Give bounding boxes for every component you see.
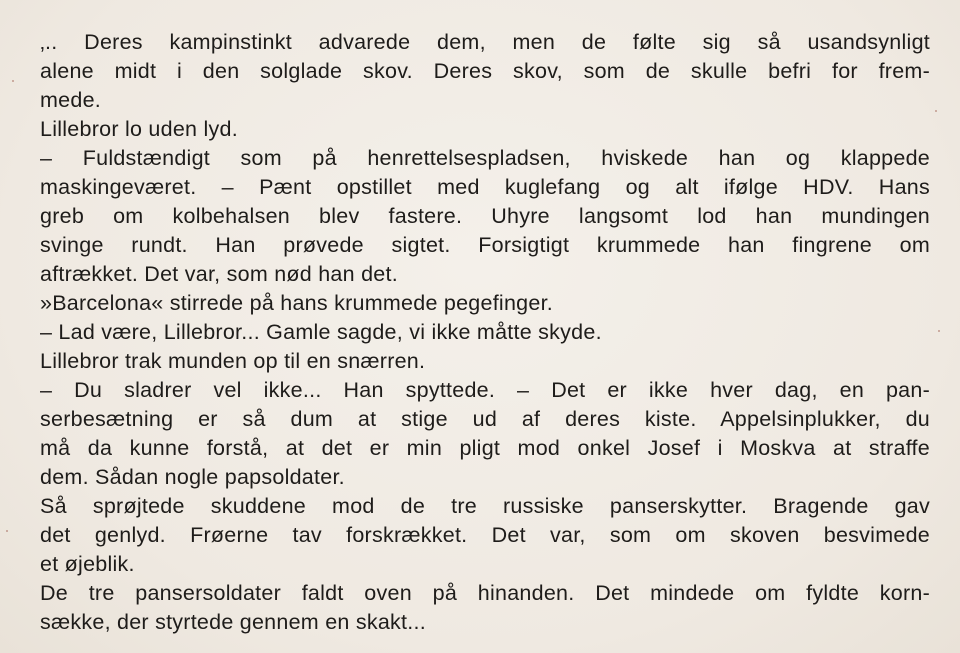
text-line-11: – Lad være, Lillebror... Gamle sagde, vi ikke måtte skyde. <box>40 320 602 344</box>
text-line-14: serbesætning er så dum at stige ud af deres kiste. Appelsinplukker, du <box>40 407 930 431</box>
paper-speck <box>12 80 14 82</box>
text-line-9: aftrækket. Det var, som nød han det. <box>40 262 398 286</box>
text-line-6: maskingeværet. – Pænt opstillet med kuglefang og alt ifølge HDV. Hans <box>40 175 930 199</box>
text-line-5: – Fuldstændigt som på henrettelsespladsen, hviskede han og klappede <box>40 146 930 170</box>
text-line-2: alene midt i den solglade skov. Deres skov, som de skulle befri for frem- <box>40 59 930 83</box>
paper-speck <box>935 110 937 112</box>
text-line-13: – Du sladrer vel ikke... Han spyttede. – Det er ikke hver dag, en pan- <box>40 378 930 402</box>
text-line-19: et øjeblik. <box>40 552 135 576</box>
paper-speck <box>938 330 940 332</box>
text-line-16: dem. Sådan nogle papsoldater. <box>40 465 345 489</box>
body-text <box>40 28 930 637</box>
text-line-4: Lillebror lo uden lyd. <box>40 117 238 141</box>
text-line-12: Lillebror trak munden op til en snærren. <box>40 349 426 373</box>
paper-speck <box>6 530 8 532</box>
text-line-10: »Barcelona« stirrede på hans krummede pegefinger. <box>40 291 554 315</box>
text-line-1: ‚.. Deres kampinstinkt advarede dem, men de følte sig så usandsynligt <box>40 30 930 54</box>
text-line-8: svinge rundt. Han prøvede sigtet. Forsigtigt krummede han fingrene om <box>40 233 930 257</box>
text-line-18: det genlyd. Frøerne tav forskrækket. Det var, som om skoven besvimede <box>40 523 930 547</box>
text-line-3: mede. <box>40 88 102 112</box>
text-line-20: De tre pansersoldater faldt oven på hinanden. Det mindede om fyldte korn- <box>40 581 930 605</box>
text-line-21: sække, der styrtede gennem en skakt... <box>40 610 426 634</box>
text-line-7: greb om kolbehalsen blev fastere. Uhyre langsomt lod han mundingen <box>40 204 930 228</box>
text-line-17: Så sprøjtede skuddene mod de tre russiske panserskytter. Bragende gav <box>40 494 930 518</box>
text-line-15: må da kunne forstå, at det er min pligt mod onkel Josef i Moskva at straffe <box>40 436 930 460</box>
